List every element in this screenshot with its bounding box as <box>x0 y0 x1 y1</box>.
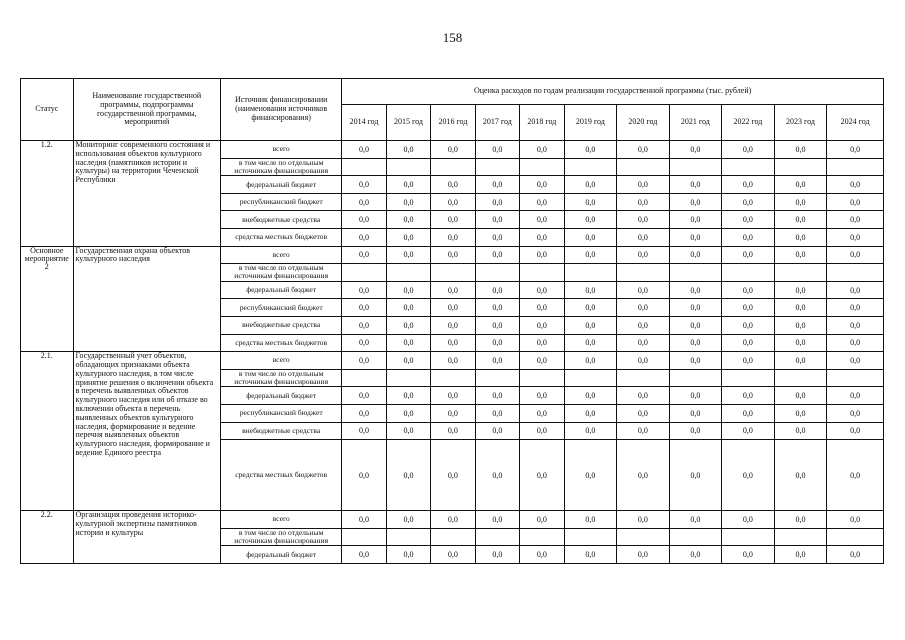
value-cell: 0,0 <box>520 176 564 194</box>
funding-source-cell: республиканский бюджет <box>221 404 342 422</box>
header-year: 2015 год <box>386 105 430 141</box>
value-cell: 0,0 <box>386 546 430 564</box>
header-year: 2018 год <box>520 105 564 141</box>
value-cell <box>431 158 475 176</box>
value-cell: 0,0 <box>669 334 722 352</box>
value-cell: 0,0 <box>617 404 670 422</box>
value-cell: 0,0 <box>520 422 564 440</box>
value-cell: 0,0 <box>342 422 386 440</box>
value-cell: 0,0 <box>520 316 564 334</box>
value-cell: 0,0 <box>386 511 430 529</box>
value-cell: 0,0 <box>342 193 386 211</box>
value-cell: 0,0 <box>617 316 670 334</box>
value-cell <box>827 264 884 282</box>
value-cell: 0,0 <box>617 246 670 264</box>
funding-source-cell: внебюджетные средства <box>221 316 342 334</box>
value-cell: 0,0 <box>827 193 884 211</box>
value-cell: 0,0 <box>827 387 884 405</box>
value-cell: 0,0 <box>386 404 430 422</box>
value-cell: 0,0 <box>520 546 564 564</box>
value-cell: 0,0 <box>342 440 386 511</box>
value-cell: 0,0 <box>475 546 519 564</box>
value-cell: 0,0 <box>475 440 519 511</box>
value-cell: 0,0 <box>722 176 775 194</box>
value-cell: 0,0 <box>386 211 430 229</box>
value-cell: 0,0 <box>386 440 430 511</box>
value-cell <box>827 369 884 387</box>
value-cell <box>774 158 827 176</box>
value-cell: 0,0 <box>774 404 827 422</box>
value-cell: 0,0 <box>774 246 827 264</box>
value-cell: 0,0 <box>475 211 519 229</box>
value-cell: 0,0 <box>342 228 386 246</box>
value-cell: 0,0 <box>722 334 775 352</box>
value-cell: 0,0 <box>774 316 827 334</box>
value-cell: 0,0 <box>669 546 722 564</box>
value-cell <box>342 369 386 387</box>
value-cell: 0,0 <box>564 228 617 246</box>
value-cell: 0,0 <box>617 334 670 352</box>
value-cell: 0,0 <box>722 299 775 317</box>
value-cell: 0,0 <box>617 440 670 511</box>
funding-source-cell: внебюджетные средства <box>221 422 342 440</box>
value-cell: 0,0 <box>520 440 564 511</box>
budget-table <box>20 78 884 564</box>
funding-source-cell: средства местных бюджетов <box>221 440 342 511</box>
value-cell: 0,0 <box>669 141 722 159</box>
value-cell: 0,0 <box>617 141 670 159</box>
value-cell: 0,0 <box>774 334 827 352</box>
value-cell <box>617 264 670 282</box>
value-cell: 0,0 <box>774 440 827 511</box>
value-cell: 0,0 <box>386 141 430 159</box>
value-cell <box>386 369 430 387</box>
value-cell: 0,0 <box>342 141 386 159</box>
value-cell <box>386 264 430 282</box>
value-cell: 0,0 <box>520 387 564 405</box>
value-cell: 0,0 <box>564 211 617 229</box>
value-cell: 0,0 <box>431 422 475 440</box>
header-year: 2014 год <box>342 105 386 141</box>
value-cell: 0,0 <box>520 404 564 422</box>
value-cell: 0,0 <box>722 422 775 440</box>
value-cell: 0,0 <box>475 176 519 194</box>
value-cell: 0,0 <box>722 511 775 529</box>
value-cell: 0,0 <box>431 352 475 370</box>
value-cell: 0,0 <box>520 211 564 229</box>
funding-source-cell: федеральный бюджет <box>221 387 342 405</box>
status-cell: 2.2. <box>21 511 74 564</box>
value-cell: 0,0 <box>475 299 519 317</box>
value-cell: 0,0 <box>827 511 884 529</box>
value-cell: 0,0 <box>827 281 884 299</box>
value-cell: 0,0 <box>520 141 564 159</box>
funding-source-cell: внебюджетные средства <box>221 211 342 229</box>
value-cell: 0,0 <box>342 352 386 370</box>
value-cell: 0,0 <box>669 440 722 511</box>
value-cell <box>774 528 827 546</box>
value-cell: 0,0 <box>342 404 386 422</box>
value-cell: 0,0 <box>617 422 670 440</box>
value-cell: 0,0 <box>827 546 884 564</box>
value-cell: 0,0 <box>722 141 775 159</box>
value-cell: 0,0 <box>386 334 430 352</box>
value-cell: 0,0 <box>342 281 386 299</box>
value-cell: 0,0 <box>669 352 722 370</box>
header-year: 2021 год <box>669 105 722 141</box>
value-cell <box>669 264 722 282</box>
value-cell: 0,0 <box>617 299 670 317</box>
value-cell <box>475 264 519 282</box>
value-cell: 0,0 <box>564 193 617 211</box>
value-cell: 0,0 <box>342 211 386 229</box>
value-cell: 0,0 <box>520 228 564 246</box>
value-cell: 0,0 <box>617 228 670 246</box>
value-cell <box>827 158 884 176</box>
value-cell: 0,0 <box>774 281 827 299</box>
value-cell: 0,0 <box>431 546 475 564</box>
value-cell: 0,0 <box>774 387 827 405</box>
value-cell: 0,0 <box>342 246 386 264</box>
value-cell <box>520 528 564 546</box>
value-cell: 0,0 <box>564 546 617 564</box>
value-cell: 0,0 <box>669 387 722 405</box>
value-cell: 0,0 <box>431 211 475 229</box>
value-cell: 0,0 <box>342 316 386 334</box>
value-cell <box>342 264 386 282</box>
value-cell: 0,0 <box>431 246 475 264</box>
value-cell: 0,0 <box>774 299 827 317</box>
header-year: 2016 год <box>431 105 475 141</box>
value-cell: 0,0 <box>617 211 670 229</box>
value-cell: 0,0 <box>520 352 564 370</box>
status-cell: 1.2. <box>21 141 74 247</box>
value-cell: 0,0 <box>386 299 430 317</box>
value-cell: 0,0 <box>386 246 430 264</box>
value-cell: 0,0 <box>827 352 884 370</box>
funding-source-cell: в том числе по отдельным источникам финансирования <box>221 369 342 387</box>
value-cell: 0,0 <box>774 176 827 194</box>
value-cell: 0,0 <box>564 440 617 511</box>
value-cell: 0,0 <box>722 546 775 564</box>
page-number: 158 <box>442 30 463 45</box>
value-cell: 0,0 <box>342 334 386 352</box>
value-cell: 0,0 <box>564 141 617 159</box>
value-cell: 0,0 <box>475 281 519 299</box>
value-cell <box>722 264 775 282</box>
funding-source-cell: всего <box>221 141 342 159</box>
value-cell: 0,0 <box>669 246 722 264</box>
funding-source-cell: всего <box>221 246 342 264</box>
value-cell <box>475 369 519 387</box>
funding-source-cell: средства местных бюджетов <box>221 334 342 352</box>
value-cell: 0,0 <box>431 299 475 317</box>
value-cell: 0,0 <box>827 141 884 159</box>
value-cell: 0,0 <box>342 387 386 405</box>
value-cell: 0,0 <box>669 211 722 229</box>
value-cell: 0,0 <box>669 404 722 422</box>
header-year: 2023 год <box>774 105 827 141</box>
funding-source-cell: в том числе по отдельным источникам финансирования <box>221 264 342 282</box>
value-cell: 0,0 <box>475 141 519 159</box>
value-cell: 0,0 <box>722 211 775 229</box>
value-cell: 0,0 <box>669 299 722 317</box>
funding-source-cell: средства местных бюджетов <box>221 228 342 246</box>
value-cell: 0,0 <box>722 246 775 264</box>
value-cell: 0,0 <box>475 387 519 405</box>
value-cell <box>520 158 564 176</box>
value-cell: 0,0 <box>431 404 475 422</box>
funding-source-cell: в том числе по отдельным источникам финансирования <box>221 528 342 546</box>
activity-name-cell: Организация проведения историко-культурной экспертизы памятников истории и культуры <box>73 511 221 564</box>
value-cell <box>564 158 617 176</box>
value-cell <box>722 369 775 387</box>
value-cell: 0,0 <box>564 511 617 529</box>
header-status: Статус <box>21 79 74 141</box>
value-cell <box>617 369 670 387</box>
value-cell: 0,0 <box>564 299 617 317</box>
value-cell: 0,0 <box>564 281 617 299</box>
value-cell: 0,0 <box>617 193 670 211</box>
value-cell: 0,0 <box>564 176 617 194</box>
value-cell: 0,0 <box>475 246 519 264</box>
header-year: 2024 год <box>827 105 884 141</box>
value-cell: 0,0 <box>564 246 617 264</box>
value-cell: 0,0 <box>722 193 775 211</box>
value-cell <box>475 158 519 176</box>
value-cell: 0,0 <box>827 440 884 511</box>
value-cell: 0,0 <box>475 228 519 246</box>
funding-source-cell: всего <box>221 352 342 370</box>
value-cell: 0,0 <box>386 352 430 370</box>
status-cell: Основное мероприятие 2 <box>21 246 74 352</box>
value-cell <box>342 528 386 546</box>
value-cell: 0,0 <box>774 193 827 211</box>
value-cell <box>520 369 564 387</box>
value-cell: 0,0 <box>520 511 564 529</box>
value-cell: 0,0 <box>669 193 722 211</box>
value-cell <box>617 528 670 546</box>
value-cell: 0,0 <box>520 246 564 264</box>
value-cell: 0,0 <box>386 228 430 246</box>
value-cell: 0,0 <box>520 299 564 317</box>
value-cell <box>669 158 722 176</box>
value-cell: 0,0 <box>774 352 827 370</box>
value-cell: 0,0 <box>475 334 519 352</box>
status-cell: 2.1. <box>21 352 74 511</box>
value-cell: 0,0 <box>431 334 475 352</box>
value-cell: 0,0 <box>564 316 617 334</box>
activity-name-cell: Государственная охрана объектов культурного наследия <box>73 246 221 352</box>
value-cell: 0,0 <box>827 228 884 246</box>
value-cell: 0,0 <box>827 316 884 334</box>
value-cell: 0,0 <box>617 546 670 564</box>
activity-name-cell: Мониторинг современного состояния и использования объектов культурного наследия (памятников истории и культуры) на территории Чеченской Республики <box>73 141 221 247</box>
value-cell: 0,0 <box>386 193 430 211</box>
value-cell: 0,0 <box>564 404 617 422</box>
value-cell: 0,0 <box>386 316 430 334</box>
value-cell: 0,0 <box>431 511 475 529</box>
value-cell: 0,0 <box>722 316 775 334</box>
value-cell: 0,0 <box>386 422 430 440</box>
table-header <box>21 79 884 141</box>
value-cell: 0,0 <box>431 387 475 405</box>
value-cell <box>475 528 519 546</box>
value-cell: 0,0 <box>722 352 775 370</box>
value-cell: 0,0 <box>827 176 884 194</box>
value-cell <box>774 369 827 387</box>
header-estimate: Оценка расходов по годам реализации государственной программы (тыс. рублей) <box>342 79 884 105</box>
value-cell: 0,0 <box>774 511 827 529</box>
value-cell: 0,0 <box>431 440 475 511</box>
value-cell: 0,0 <box>520 193 564 211</box>
value-cell: 0,0 <box>617 387 670 405</box>
value-cell <box>386 158 430 176</box>
value-cell: 0,0 <box>827 299 884 317</box>
value-cell: 0,0 <box>475 352 519 370</box>
value-cell: 0,0 <box>669 316 722 334</box>
value-cell: 0,0 <box>669 228 722 246</box>
value-cell: 0,0 <box>774 422 827 440</box>
value-cell: 0,0 <box>475 193 519 211</box>
header-source: Источник финансировании (наименования источников финансирования) <box>221 79 342 141</box>
value-cell: 0,0 <box>827 334 884 352</box>
value-cell: 0,0 <box>564 422 617 440</box>
value-cell: 0,0 <box>827 246 884 264</box>
value-cell: 0,0 <box>617 281 670 299</box>
value-cell <box>386 528 430 546</box>
value-cell: 0,0 <box>386 281 430 299</box>
value-cell <box>669 528 722 546</box>
header-year: 2019 год <box>564 105 617 141</box>
value-cell: 0,0 <box>564 334 617 352</box>
value-cell: 0,0 <box>431 176 475 194</box>
value-cell: 0,0 <box>431 316 475 334</box>
value-cell: 0,0 <box>722 387 775 405</box>
header-name: Наименование государственной программы, подпрограммы государственной программы, мероприятий <box>73 79 221 141</box>
table-row <box>21 141 884 159</box>
value-cell: 0,0 <box>475 511 519 529</box>
value-cell: 0,0 <box>722 440 775 511</box>
value-cell: 0,0 <box>475 404 519 422</box>
funding-source-cell: республиканский бюджет <box>221 299 342 317</box>
table-row <box>21 246 884 264</box>
value-cell <box>342 158 386 176</box>
value-cell: 0,0 <box>431 193 475 211</box>
value-cell <box>564 528 617 546</box>
value-cell: 0,0 <box>342 299 386 317</box>
value-cell <box>722 158 775 176</box>
value-cell: 0,0 <box>669 511 722 529</box>
funding-source-cell: в том числе по отдельным источникам финансирования <box>221 158 342 176</box>
value-cell <box>722 528 775 546</box>
header-year: 2022 год <box>722 105 775 141</box>
value-cell <box>564 264 617 282</box>
value-cell <box>564 369 617 387</box>
value-cell: 0,0 <box>475 316 519 334</box>
header-year: 2017 год <box>475 105 519 141</box>
value-cell: 0,0 <box>342 176 386 194</box>
value-cell <box>431 528 475 546</box>
value-cell: 0,0 <box>431 281 475 299</box>
value-cell: 0,0 <box>342 546 386 564</box>
value-cell: 0,0 <box>386 176 430 194</box>
value-cell: 0,0 <box>617 176 670 194</box>
value-cell: 0,0 <box>617 511 670 529</box>
value-cell: 0,0 <box>774 141 827 159</box>
value-cell <box>669 369 722 387</box>
value-cell: 0,0 <box>827 422 884 440</box>
value-cell <box>774 264 827 282</box>
activity-name-cell: Государственный учет объектов, обладающих признаками объекта культурного наследия, в том числе принятие решения о включении объекта в перечень выявленных объектов культурного наследия или об отказе во включении объекта в перечень выявленных объектов культурного наследия, формирование и ведение перечня выявленных объектов культурного наследия, формирование и ведение Единого реестра <box>73 352 221 511</box>
table-row <box>21 511 884 529</box>
table-row <box>21 352 884 370</box>
value-cell: 0,0 <box>722 404 775 422</box>
value-cell: 0,0 <box>431 228 475 246</box>
value-cell: 0,0 <box>774 546 827 564</box>
value-cell <box>617 158 670 176</box>
value-cell: 0,0 <box>827 404 884 422</box>
value-cell <box>827 528 884 546</box>
value-cell: 0,0 <box>564 387 617 405</box>
value-cell: 0,0 <box>520 334 564 352</box>
value-cell: 0,0 <box>520 281 564 299</box>
funding-source-cell: федеральный бюджет <box>221 281 342 299</box>
value-cell <box>431 264 475 282</box>
funding-source-cell: всего <box>221 511 342 529</box>
value-cell: 0,0 <box>475 422 519 440</box>
value-cell <box>431 369 475 387</box>
value-cell: 0,0 <box>722 228 775 246</box>
value-cell: 0,0 <box>342 511 386 529</box>
value-cell: 0,0 <box>564 352 617 370</box>
value-cell: 0,0 <box>774 211 827 229</box>
value-cell: 0,0 <box>669 176 722 194</box>
funding-source-cell: федеральный бюджет <box>221 546 342 564</box>
value-cell: 0,0 <box>669 422 722 440</box>
table-body <box>21 141 884 564</box>
value-cell <box>520 264 564 282</box>
value-cell: 0,0 <box>774 228 827 246</box>
header-year: 2020 год <box>617 105 670 141</box>
funding-source-cell: федеральный бюджет <box>221 176 342 194</box>
value-cell: 0,0 <box>669 281 722 299</box>
value-cell: 0,0 <box>431 141 475 159</box>
value-cell: 0,0 <box>617 352 670 370</box>
value-cell: 0,0 <box>827 211 884 229</box>
funding-source-cell: республиканский бюджет <box>221 193 342 211</box>
value-cell: 0,0 <box>386 387 430 405</box>
value-cell: 0,0 <box>722 281 775 299</box>
